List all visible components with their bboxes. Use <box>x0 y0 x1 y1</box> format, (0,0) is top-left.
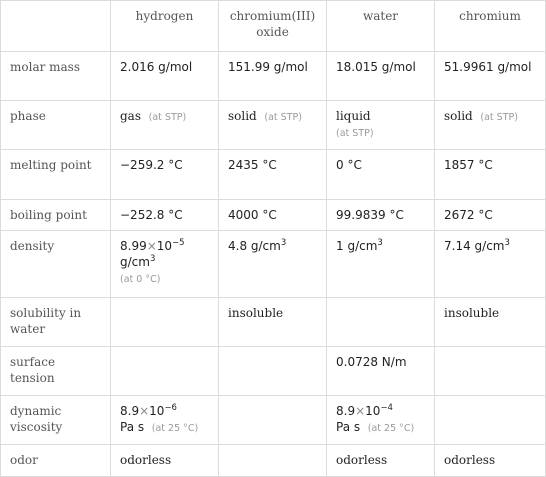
cell-hydrogen-dynamic-viscosity <box>111 396 219 445</box>
density-mantissa: 8.99 <box>120 239 147 253</box>
density-exponent: −5 <box>172 238 185 248</box>
phase-note: (at STP) <box>336 128 374 139</box>
cell-chromium-melting-point: 1857 °C <box>435 150 546 200</box>
viscosity-exponent: −4 <box>380 403 393 413</box>
density-value: 7.14 g/cm <box>444 239 505 253</box>
row-label-dynamic-viscosity: dynamic viscosity <box>1 396 111 445</box>
cell-water-solubility <box>327 298 435 347</box>
cell-chromium-oxide-phase <box>219 101 327 150</box>
density-base: 10 <box>156 239 173 253</box>
cell-hydrogen-surface-tension <box>111 347 219 396</box>
phase-note: (at STP) <box>264 112 302 123</box>
phase-note: (at STP) <box>480 112 518 123</box>
cell-hydrogen-phase <box>111 101 219 150</box>
viscosity-unit: Pa s <box>336 420 361 434</box>
density-unit-exponent: 3 <box>149 254 156 264</box>
table-row-surface-tension <box>1 347 546 396</box>
table-row-molar-mass <box>1 52 546 101</box>
row-label-solubility: solubility in water <box>1 298 111 347</box>
density-unit-exponent: 3 <box>504 238 510 248</box>
table-row-boiling-point <box>1 200 546 231</box>
column-header-hydrogen: hydrogen <box>111 1 219 52</box>
viscosity-unit: Pa s <box>120 420 145 434</box>
phase-value: solid <box>228 109 257 123</box>
table-row-solubility <box>1 298 546 347</box>
table-row-odor <box>1 445 546 477</box>
phase-value: liquid <box>336 109 371 123</box>
cell-chromium-oxide-molar-mass: 151.99 g/mol <box>219 52 327 101</box>
cell-water-dynamic-viscosity <box>327 396 435 445</box>
density-value: 4.8 g/cm <box>228 239 281 253</box>
cell-chromium-oxide-boiling-point: 4000 °C <box>219 200 327 231</box>
column-header-water: water <box>327 1 435 52</box>
cell-chromium-odor: odorless <box>435 445 546 477</box>
phase-value: gas <box>120 109 141 123</box>
row-label-density: density <box>1 231 111 298</box>
density-unit-exponent: 3 <box>377 238 383 248</box>
times-sign: × <box>139 404 150 418</box>
cell-water-phase <box>327 101 435 150</box>
row-label-odor: odor <box>1 445 111 477</box>
cell-chromium-phase <box>435 101 546 150</box>
cell-chromium-solubility: insoluble <box>435 298 546 347</box>
row-label-molar-mass: molar mass <box>1 52 111 101</box>
cell-water-molar-mass: 18.015 g/mol <box>327 52 435 101</box>
times-sign: × <box>146 239 157 253</box>
viscosity-base: 10 <box>365 404 381 418</box>
cell-hydrogen-melting-point: −259.2 °C <box>111 150 219 200</box>
cell-chromium-surface-tension <box>435 347 546 396</box>
phase-note: (at STP) <box>148 112 187 123</box>
header-row <box>1 1 546 52</box>
row-label-phase: phase <box>1 101 111 150</box>
density-unit-exponent: 3 <box>280 238 287 248</box>
density-value: 1 g/cm <box>336 239 378 253</box>
viscosity-exponent: −6 <box>164 403 177 413</box>
cell-hydrogen-density <box>111 231 219 298</box>
cell-chromium-oxide-solubility: insoluble <box>219 298 327 347</box>
table-row-density <box>1 231 546 298</box>
viscosity-base: 10 <box>149 404 165 418</box>
cell-water-melting-point: 0 °C <box>327 150 435 200</box>
cell-water-surface-tension: 0.0728 N/m <box>327 347 435 396</box>
cell-hydrogen-boiling-point: −252.8 °C <box>111 200 219 231</box>
cell-chromium-oxide-density <box>219 231 327 298</box>
row-label-boiling-point: boiling point <box>1 200 111 231</box>
cell-chromium-molar-mass: 51.9961 g/mol <box>435 52 546 101</box>
column-header-chromium: chromium <box>435 1 546 52</box>
density-unit: g/cm <box>120 255 150 269</box>
viscosity-note: (at 25 °C) <box>367 423 415 434</box>
cell-chromium-oxide-surface-tension <box>219 347 327 396</box>
table-row-melting-point <box>1 150 546 200</box>
cell-chromium-density <box>435 231 546 298</box>
cell-chromium-oxide-dynamic-viscosity <box>219 396 327 445</box>
viscosity-mantissa: 8.9 <box>120 404 140 418</box>
cell-chromium-oxide-melting-point: 2435 °C <box>219 150 327 200</box>
row-label-melting-point: melting point <box>1 150 111 200</box>
table-row-phase <box>1 101 546 150</box>
row-label-surface-tension: surface tension <box>1 347 111 396</box>
cell-hydrogen-molar-mass: 2.016 g/mol <box>111 52 219 101</box>
phase-value: solid <box>444 109 473 123</box>
cell-hydrogen-odor: odorless <box>111 445 219 477</box>
corner-cell <box>1 1 111 52</box>
cell-hydrogen-solubility <box>111 298 219 347</box>
cell-water-boiling-point: 99.9839 °C <box>327 200 435 231</box>
times-sign: × <box>355 404 366 418</box>
cell-water-density <box>327 231 435 298</box>
cell-chromium-dynamic-viscosity <box>435 396 546 445</box>
cell-chromium-oxide-odor <box>219 445 327 477</box>
table-row-dynamic-viscosity <box>1 396 546 445</box>
density-note: (at 0 °C) <box>120 274 161 285</box>
cell-chromium-boiling-point: 2672 °C <box>435 200 546 231</box>
viscosity-mantissa: 8.9 <box>336 404 356 418</box>
viscosity-note: (at 25 °C) <box>151 423 199 434</box>
column-header-chromium-oxide: chromium(III) oxide <box>219 1 327 52</box>
cell-water-odor: odorless <box>327 445 435 477</box>
